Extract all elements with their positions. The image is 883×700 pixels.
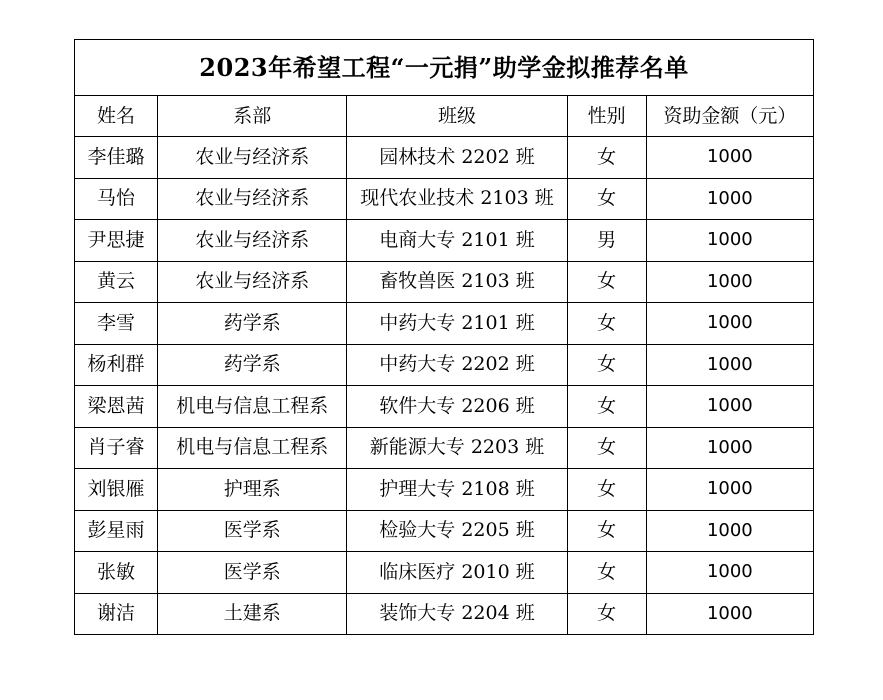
cell-amount: 1000 (646, 137, 813, 179)
cell-name: 马怡 (75, 178, 158, 220)
cell-gender: 女 (567, 510, 646, 552)
cell-amount: 1000 (646, 510, 813, 552)
header-department: 系部 (158, 96, 347, 137)
cell-name: 黄云 (75, 261, 158, 303)
cell-gender: 女 (567, 593, 646, 635)
cell-class: 护理大专 2108 班 (347, 469, 567, 511)
table-row (75, 510, 814, 552)
cell-department: 机电与信息工程系 (158, 427, 347, 469)
cell-amount: 1000 (646, 303, 813, 345)
cell-amount: 1000 (646, 427, 813, 469)
cell-class: 中药大专 2202 班 (347, 344, 567, 386)
cell-gender: 女 (567, 427, 646, 469)
table-body (75, 137, 814, 635)
cell-amount: 1000 (646, 386, 813, 428)
cell-department: 农业与经济系 (158, 220, 347, 262)
table-row (75, 344, 814, 386)
cell-class: 新能源大专 2203 班 (347, 427, 567, 469)
table-row (75, 427, 814, 469)
document-sheet (74, 39, 814, 635)
cell-name: 杨利群 (75, 344, 158, 386)
recipient-table (74, 39, 814, 635)
cell-gender: 女 (567, 552, 646, 594)
cell-gender: 女 (567, 137, 646, 179)
table-row (75, 178, 814, 220)
header-gender: 性别 (567, 96, 646, 137)
cell-department: 土建系 (158, 593, 347, 635)
cell-gender: 女 (567, 178, 646, 220)
cell-amount: 1000 (646, 469, 813, 511)
cell-gender: 女 (567, 469, 646, 511)
table-row (75, 261, 814, 303)
cell-amount: 1000 (646, 261, 813, 303)
cell-name: 谢洁 (75, 593, 158, 635)
cell-gender: 女 (567, 261, 646, 303)
cell-name: 张敏 (75, 552, 158, 594)
cell-class: 中药大专 2101 班 (347, 303, 567, 345)
cell-class: 临床医疗 2010 班 (347, 552, 567, 594)
table-row (75, 303, 814, 345)
cell-gender: 女 (567, 303, 646, 345)
document-title: 2023年希望工程“一元捐”助学金拟推荐名单 (75, 40, 814, 96)
cell-department: 农业与经济系 (158, 261, 347, 303)
cell-amount: 1000 (646, 593, 813, 635)
cell-name: 尹思捷 (75, 220, 158, 262)
cell-amount: 1000 (646, 178, 813, 220)
table-header-row (75, 96, 814, 137)
cell-name: 梁恩茜 (75, 386, 158, 428)
cell-gender: 女 (567, 386, 646, 428)
cell-name: 彭星雨 (75, 510, 158, 552)
table-row (75, 220, 814, 262)
table-row (75, 469, 814, 511)
cell-gender: 男 (567, 220, 646, 262)
cell-class: 现代农业技术 2103 班 (347, 178, 567, 220)
cell-department: 护理系 (158, 469, 347, 511)
header-class: 班级 (347, 96, 567, 137)
header-amount: 资助金额（元） (646, 96, 813, 137)
cell-class: 软件大专 2206 班 (347, 386, 567, 428)
cell-class: 园林技术 2202 班 (347, 137, 567, 179)
cell-amount: 1000 (646, 220, 813, 262)
table-row (75, 386, 814, 428)
cell-department: 药学系 (158, 344, 347, 386)
cell-department: 机电与信息工程系 (158, 386, 347, 428)
cell-department: 医学系 (158, 552, 347, 594)
cell-class: 电商大专 2101 班 (347, 220, 567, 262)
cell-name: 肖子睿 (75, 427, 158, 469)
cell-gender: 女 (567, 344, 646, 386)
cell-department: 农业与经济系 (158, 178, 347, 220)
cell-department: 医学系 (158, 510, 347, 552)
cell-class: 装饰大专 2204 班 (347, 593, 567, 635)
cell-name: 李佳璐 (75, 137, 158, 179)
cell-department: 药学系 (158, 303, 347, 345)
cell-class: 检验大专 2205 班 (347, 510, 567, 552)
table-row (75, 137, 814, 179)
cell-name: 刘银雁 (75, 469, 158, 511)
table-row (75, 552, 814, 594)
header-name: 姓名 (75, 96, 158, 137)
cell-class: 畜牧兽医 2103 班 (347, 261, 567, 303)
cell-amount: 1000 (646, 552, 813, 594)
table-row (75, 593, 814, 635)
cell-department: 农业与经济系 (158, 137, 347, 179)
cell-amount: 1000 (646, 344, 813, 386)
cell-name: 李雪 (75, 303, 158, 345)
